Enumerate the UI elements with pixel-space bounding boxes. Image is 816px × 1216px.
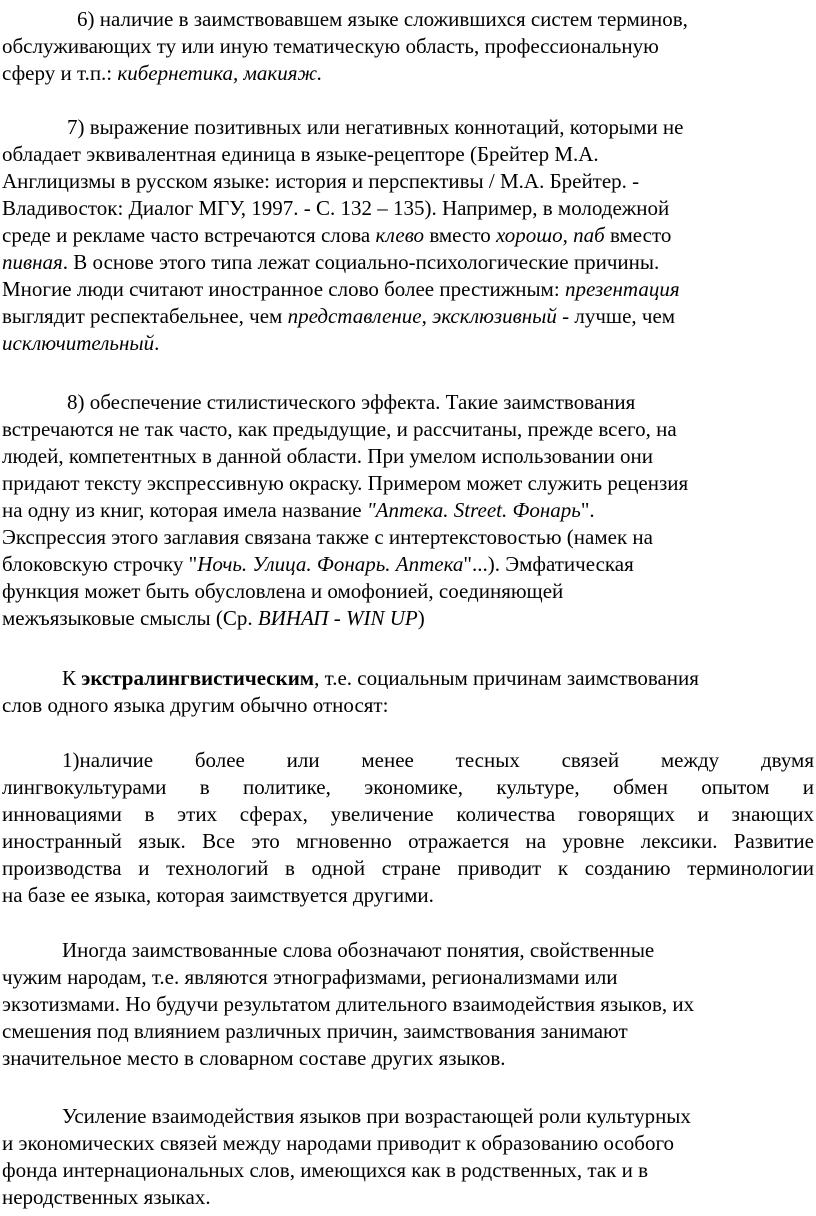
text-run: Многие люди считают иностранное слово более престижным: [2, 277, 565, 301]
text-run: межъязыковые смыслы (Ср. [2, 606, 258, 630]
text-line [0, 303, 816, 330]
italic-example: пивная [2, 250, 63, 274]
text-line: 6) наличие в заимствовавшем языке сложившихся систем терминов, [77, 7, 688, 31]
text-run: , [421, 304, 433, 328]
text-line: производства и технологий в одной стране приводит к созданию терминологии [2, 856, 814, 880]
paragraph-8 [0, 389, 816, 632]
text-run: ". [580, 498, 595, 522]
text-run: сферу и т.п.: [2, 61, 118, 85]
text-line: людей, компетентных в данной области. При умелом использовании они [2, 444, 654, 468]
text-run: вместо [424, 223, 496, 247]
text-line: иностранный язык. Все это мгновенно отражается на уровне лексики. Развитие [2, 829, 814, 853]
italic-example: исключительный [2, 331, 155, 355]
text-line: фонда интернациональных слов, имеющихся как в родственных, так и в [2, 1158, 649, 1182]
text-run: среде и рекламе часто встречаются слова [2, 223, 376, 247]
text-line: встречаются не так часто, как предыдущие, и рассчитаны, прежде всего, на [2, 417, 677, 441]
paragraph-6 [0, 6, 816, 87]
text-line: неродственных языках. [2, 1185, 211, 1209]
paragraph-extralinguistic [0, 665, 816, 719]
text-line: инновациями в этих сферах, увеличение количества говорящих и знающих [2, 802, 814, 826]
text-line [0, 605, 816, 632]
text-line: лингвокультурами в политике, экономике, культуре, обмен опытом и [2, 775, 814, 799]
text-run: , т.е. социальным причинам заимствования [314, 666, 699, 690]
text-run: блоковскую строчку " [2, 552, 198, 576]
text-run: выглядит респектабельнее, чем [2, 304, 288, 328]
italic-example: кибернетика, макияж. [117, 61, 323, 85]
italic-example: презентация [564, 277, 680, 301]
text-line: на базе ее языка, которая заимствуется другими. [2, 883, 434, 907]
text-line [0, 330, 816, 357]
text-line [0, 276, 816, 303]
text-line [0, 497, 816, 524]
text-line: обслуживающих ту или иную тематическую область, профессиональную [2, 34, 659, 58]
italic-example: "Аптека. Street. Фонарь [366, 498, 581, 522]
italic-example: Ночь. Улица. Фонарь. Аптека [197, 552, 464, 576]
text-run: . В основе этого типа лежат социально-психологические причины. [62, 250, 660, 274]
paragraph-1 [0, 747, 816, 909]
text-line [0, 551, 816, 578]
bold-term: экстралингвистическим [81, 666, 315, 690]
text-line: слов одного языка другим обычно относят: [2, 693, 389, 717]
text-line: Усиление взаимодействия языков при возрастающей роли культурных [62, 1104, 691, 1128]
text-line: Владивосток: Диалог МГУ, 1997. - С. 132 – 135). Например, в молодежной [2, 196, 670, 220]
italic-example: ВИНАП - WIN UP [257, 606, 418, 630]
text-line: и экономических связей между народами приводит к образованию особого [2, 1131, 675, 1155]
italic-example: хорошо, паб [495, 223, 605, 247]
text-line: значительное место в словарном составе других языков. [2, 1046, 506, 1070]
text-run: . [154, 331, 160, 355]
paragraph-7 [0, 114, 816, 357]
text-run: на одну из книг, которая имела название [2, 498, 367, 522]
text-line: Иногда заимствованные слова обозначают понятия, свойственные [62, 938, 655, 962]
text-line: 7) выражение позитивных или негативных коннотаций, которыми не [67, 115, 684, 139]
text-run: вместо [604, 223, 672, 247]
text-line [0, 249, 816, 276]
text-line: чужим народам, т.е. являются этнографизмами, регионализмами или [2, 965, 618, 989]
text-line [0, 222, 816, 249]
paragraph-inogda [0, 937, 816, 1072]
text-run: - лучше, чем [556, 304, 676, 328]
text-line [0, 60, 816, 87]
text-line: 1)наличие более или менее тесных связей между двумя [62, 748, 814, 772]
text-line: Экспрессия этого заглавия связана также с интертекстовостью (намек на [2, 525, 653, 549]
text-run: "...). Эмфатическая [463, 552, 634, 576]
italic-example: представление [287, 304, 422, 328]
text-run: ) [417, 606, 425, 630]
text-run: К [62, 666, 82, 690]
text-line: смешения под влиянием различных причин, заимствования занимают [2, 1019, 628, 1043]
text-line: обладает эквивалентная единица в языке-рецепторе (Брейтер М.А. [2, 142, 599, 166]
text-line: функция может быть обусловлена и омофонией, соединяющей [2, 579, 564, 603]
text-line [0, 665, 816, 692]
italic-example: клево [375, 223, 425, 247]
text-line: экзотизмами. Но будучи результатом длительного взаимодействия языков, их [2, 992, 695, 1016]
text-line: придают тексту экспрессивную окраску. Примером может служить рецензия [2, 471, 689, 495]
italic-example: эксклюзивный [432, 304, 557, 328]
text-line: 8) обеспечение стилистического эффекта. Такие заимствования [67, 390, 636, 414]
paragraph-usilenie [0, 1103, 816, 1211]
text-line: Англицизмы в русском языке: история и перспективы / М.А. Брейтер. - [2, 169, 640, 193]
